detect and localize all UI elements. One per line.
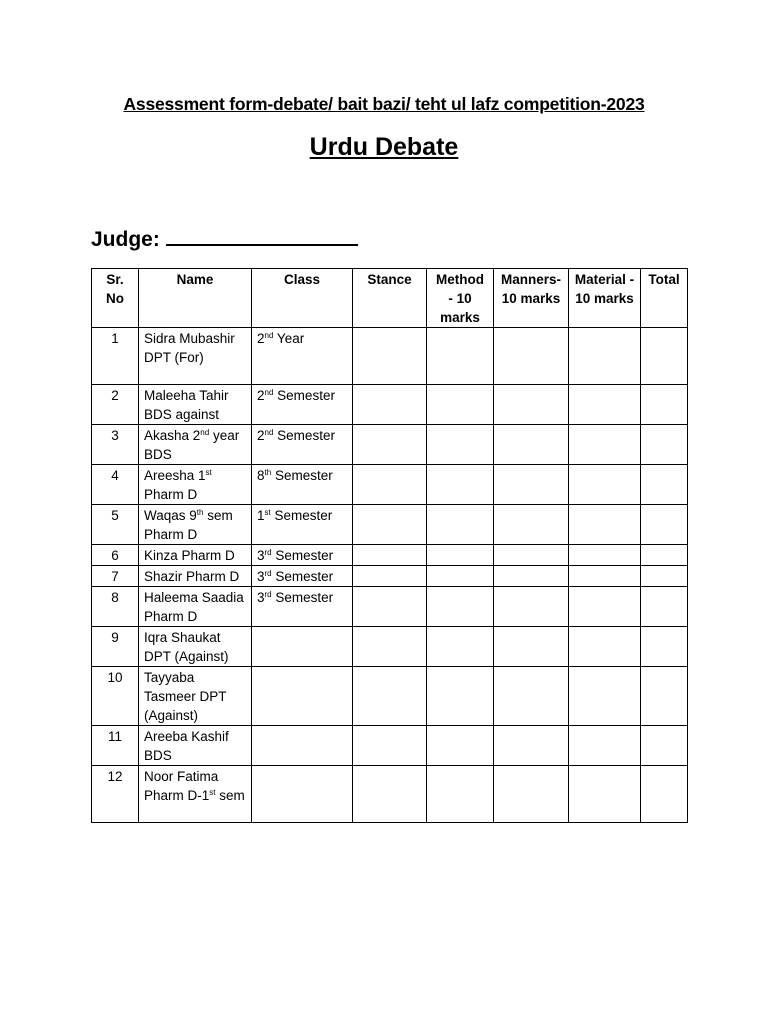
- cell-total: [641, 726, 688, 766]
- cell-sr-no: 5: [92, 505, 139, 545]
- cell-total: [641, 385, 688, 425]
- cell-total: [641, 627, 688, 667]
- table-row: [92, 545, 688, 566]
- cell-method: [427, 587, 494, 627]
- cell-material: [569, 566, 641, 587]
- cell-manners: [494, 667, 569, 726]
- cell-material: [569, 627, 641, 667]
- cell-method: [427, 385, 494, 425]
- cell-total: [641, 425, 688, 465]
- form-heading: Assessment form-debate/ bait bazi/ teht ul lafz competition-2023: [123, 94, 645, 114]
- cell-manners: [494, 505, 569, 545]
- cell-manners: [494, 465, 569, 505]
- cell-method: [427, 726, 494, 766]
- cell-sr-no: 1: [92, 328, 139, 385]
- cell-stance: [353, 566, 427, 587]
- cell-total: [641, 566, 688, 587]
- cell-sr-no: 10: [92, 667, 139, 726]
- cell-class: [252, 766, 353, 823]
- cell-sr-no: 11: [92, 726, 139, 766]
- table-row: [92, 766, 688, 823]
- cell-material: [569, 766, 641, 823]
- cell-class: 2nd Year: [252, 328, 353, 385]
- cell-material: [569, 545, 641, 566]
- cell-stance: [353, 425, 427, 465]
- cell-total: [641, 505, 688, 545]
- table-row: [92, 465, 688, 505]
- cell-manners: [494, 385, 569, 425]
- cell-stance: [353, 505, 427, 545]
- cell-stance: [353, 465, 427, 505]
- cell-method: [427, 667, 494, 726]
- cell-total: [641, 587, 688, 627]
- header-manners: Manners- 10 marks: [494, 269, 569, 328]
- cell-sr-no: 7: [92, 566, 139, 587]
- cell-stance: [353, 587, 427, 627]
- cell-stance: [353, 627, 427, 667]
- header-class: Class: [252, 269, 353, 328]
- cell-manners: [494, 425, 569, 465]
- cell-sr-no: 9: [92, 627, 139, 667]
- cell-method: [427, 425, 494, 465]
- table-row: [92, 328, 688, 385]
- cell-material: [569, 667, 641, 726]
- table-row: [92, 627, 688, 667]
- cell-stance: [353, 545, 427, 566]
- cell-method: [427, 545, 494, 566]
- cell-material: [569, 726, 641, 766]
- cell-sr-no: 12: [92, 766, 139, 823]
- cell-material: [569, 505, 641, 545]
- cell-manners: [494, 726, 569, 766]
- table-row: [92, 505, 688, 545]
- assessment-table: [91, 268, 688, 823]
- cell-manners: [494, 766, 569, 823]
- cell-sr-no: 4: [92, 465, 139, 505]
- cell-total: [641, 766, 688, 823]
- cell-name: Sidra Mubashir DPT (For): [139, 328, 252, 385]
- cell-name: Shazir Pharm D: [139, 566, 252, 587]
- cell-method: [427, 566, 494, 587]
- cell-total: [641, 545, 688, 566]
- cell-class: [252, 726, 353, 766]
- cell-stance: [353, 328, 427, 385]
- cell-method: [427, 505, 494, 545]
- cell-class: 3rd Semester: [252, 545, 353, 566]
- table-row: [92, 587, 688, 627]
- header-sr-no: Sr. No: [92, 269, 139, 328]
- table-row: [92, 726, 688, 766]
- table-header-row: [92, 269, 688, 328]
- cell-material: [569, 425, 641, 465]
- cell-name: Iqra Shaukat DPT (Against): [139, 627, 252, 667]
- cell-name: Waqas 9th sem Pharm D: [139, 505, 252, 545]
- header-stance: Stance: [353, 269, 427, 328]
- cell-sr-no: 3: [92, 425, 139, 465]
- cell-class: 2nd Semester: [252, 425, 353, 465]
- cell-stance: [353, 667, 427, 726]
- table-row: [92, 425, 688, 465]
- cell-material: [569, 328, 641, 385]
- cell-total: [641, 328, 688, 385]
- cell-sr-no: 8: [92, 587, 139, 627]
- cell-total: [641, 667, 688, 726]
- cell-stance: [353, 385, 427, 425]
- judge-field: [91, 228, 358, 252]
- cell-name: Areeba Kashif BDS: [139, 726, 252, 766]
- table-row: [92, 385, 688, 425]
- cell-method: [427, 328, 494, 385]
- cell-name: Tayyaba Tasmeer DPT (Against): [139, 667, 252, 726]
- cell-manners: [494, 587, 569, 627]
- header-name: Name: [139, 269, 252, 328]
- cell-class: 3rd Semester: [252, 566, 353, 587]
- cell-class: [252, 667, 353, 726]
- cell-sr-no: 6: [92, 545, 139, 566]
- cell-method: [427, 627, 494, 667]
- header-method: Method - 10 marks: [427, 269, 494, 328]
- table-row: [92, 566, 688, 587]
- cell-class: 1st Semester: [252, 505, 353, 545]
- table-body: [92, 328, 688, 823]
- cell-material: [569, 385, 641, 425]
- cell-name: Haleema Saadia Pharm D: [139, 587, 252, 627]
- cell-name: Maleeha Tahir BDS against: [139, 385, 252, 425]
- cell-manners: [494, 566, 569, 587]
- cell-name: Akasha 2nd year BDS: [139, 425, 252, 465]
- table-row: [92, 667, 688, 726]
- cell-class: [252, 627, 353, 667]
- cell-class: 2nd Semester: [252, 385, 353, 425]
- cell-name: Kinza Pharm D: [139, 545, 252, 566]
- cell-method: [427, 465, 494, 505]
- header-material: Material - 10 marks: [569, 269, 641, 328]
- cell-manners: [494, 545, 569, 566]
- cell-name: Areesha 1st Pharm D: [139, 465, 252, 505]
- judge-label: Judge:: [91, 228, 160, 251]
- cell-name: Noor Fatima Pharm D-1st sem: [139, 766, 252, 823]
- cell-class: 3rd Semester: [252, 587, 353, 627]
- cell-manners: [494, 627, 569, 667]
- cell-manners: [494, 328, 569, 385]
- cell-material: [569, 465, 641, 505]
- header-total: Total: [641, 269, 688, 328]
- cell-material: [569, 587, 641, 627]
- judge-blank-line: [166, 244, 358, 246]
- cell-class: 8th Semester: [252, 465, 353, 505]
- cell-stance: [353, 726, 427, 766]
- page-title: Urdu Debate: [309, 133, 459, 161]
- cell-method: [427, 766, 494, 823]
- cell-total: [641, 465, 688, 505]
- cell-sr-no: 2: [92, 385, 139, 425]
- cell-stance: [353, 766, 427, 823]
